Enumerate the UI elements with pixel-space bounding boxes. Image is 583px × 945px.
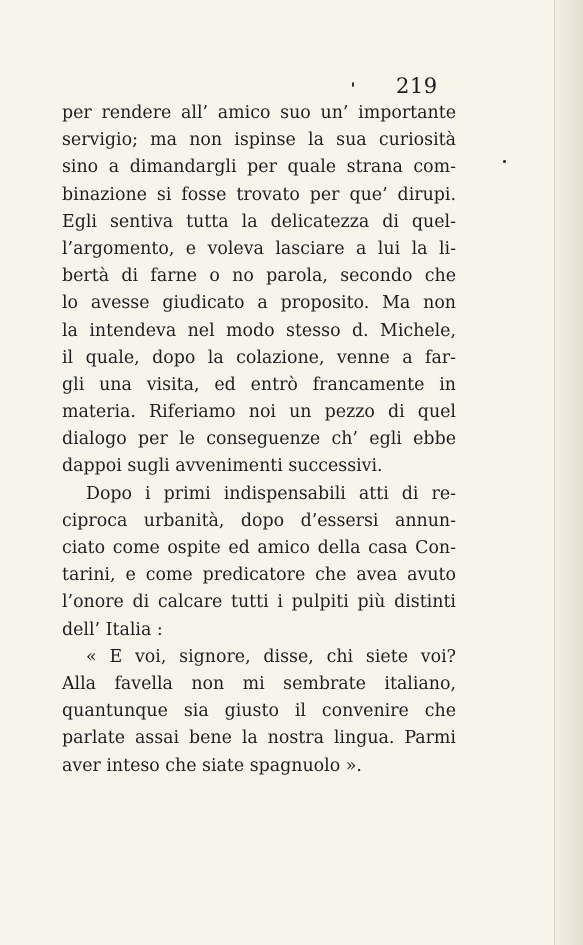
page-number: 219 bbox=[396, 74, 438, 98]
text-line: parlate assai bene la nostra lingua. Parmi bbox=[62, 728, 456, 749]
text-line: dialogo per le conseguenze ch’ egli ebbe bbox=[62, 429, 456, 450]
text-line: binazione si fosse trovato per que’ dirupi. bbox=[62, 184, 456, 205]
text-line: Dopo i primi indispensabili atti di re- bbox=[86, 483, 456, 504]
text-line: ciato come ospite ed amico della casa Con- bbox=[62, 538, 456, 558]
text-line: per rendere all’ amico suo un’ importante bbox=[62, 103, 456, 123]
body-text bbox=[62, 100, 456, 780]
text-line: sino a dimandargli per quale strana com- bbox=[62, 157, 456, 178]
text-line: l’argomento, e voleva lasciare a lui la li- bbox=[62, 238, 456, 259]
text-line: Alla favella non mi sembrate italiano, bbox=[62, 673, 456, 694]
text-line: dell’ Italia : bbox=[62, 619, 163, 640]
text-line: « E voi, signore, disse, chi siete voi? bbox=[86, 646, 456, 667]
ink-speck bbox=[503, 160, 506, 163]
text-line: aver inteso che siate spagnuolo ». bbox=[62, 755, 362, 776]
text-line: Egli sentiva tutta la delicatezza di quel- bbox=[62, 211, 456, 232]
text-line: l’onore di calcare tutti i pulpiti più distinti bbox=[62, 592, 456, 613]
text-line: materia. Riferiamo noi un pezzo di quel bbox=[62, 402, 456, 423]
page-edge bbox=[554, 0, 583, 945]
text-line: tarini, e come predicatore che avea avuto bbox=[62, 565, 456, 586]
text-line: il quale, dopo la colazione, venne a far- bbox=[62, 347, 456, 368]
text-line: ciproca urbanità, dopo d’essersi annun- bbox=[62, 510, 456, 531]
text-line: bertà di farne o no parola, secondo che bbox=[62, 266, 456, 287]
text-line: la intendeva nel modo stesso d. Michele, bbox=[62, 320, 456, 341]
text-line: dappoi sugli avvenimenti successivi. bbox=[62, 456, 383, 477]
text-line: gli una visita, ed entrò francamente in bbox=[62, 374, 456, 395]
ink-speck bbox=[352, 82, 354, 87]
text-line: lo avesse giudicato a proposito. Ma non bbox=[62, 293, 456, 314]
text-line: quantunque sia giusto il convenire che bbox=[62, 701, 456, 722]
text-line: servigio; ma non ispinse la sua curiosità bbox=[62, 130, 456, 151]
